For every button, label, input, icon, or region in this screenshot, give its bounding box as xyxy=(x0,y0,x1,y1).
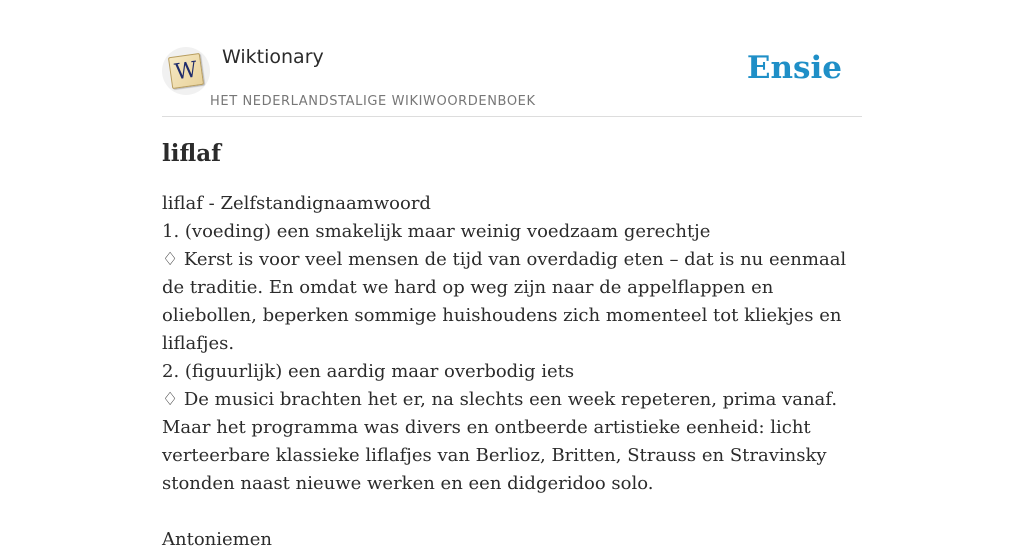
example-1: ♢ Kerst is voor veel mensen de tijd van overdadig eten – dat is nu eenmaal de traditie. En omdat we hard op weg zijn naar de appelflappen en oliebollen, beperken sommige huishoudens zich momenteel tot kliekjes en liflafjes. xyxy=(162,249,847,354)
logo-letter: W xyxy=(173,57,200,86)
example-2: ♢ De musici brachten het er, na slechts een week repeteren, prima vanaf. Maar het programma was divers en ontbeerde artistieke eenheid: licht verteerbare klassieke liflafjes van Berlioz, Britten, Strauss en Stravinsky stonden naast nieuwe werken en een didgeridoo solo. xyxy=(162,389,838,494)
entry-body xyxy=(162,190,862,554)
entry-content xyxy=(162,138,862,554)
ensie-brand-logo[interactable]: Ensie xyxy=(746,50,842,86)
site-name-link[interactable]: Wiktionary xyxy=(222,46,324,68)
section-heading-antoniemen: Antoniemen xyxy=(162,529,272,550)
definition-2: 2. (figuurlijk) een aardig maar overbodig iets xyxy=(162,361,575,382)
entry-heading: liflaf - Zelfstandignaamwoord xyxy=(162,193,431,214)
spacer xyxy=(162,498,862,526)
definition-1: 1. (voeding) een smakelijk maar weinig voedzaam gerechtje xyxy=(162,221,711,242)
page-title: liflaf xyxy=(162,140,221,167)
site-tagline: HET NEDERLANDSTALIGE WIKIWOORDENBOEK xyxy=(210,94,536,109)
site-header xyxy=(162,0,862,117)
logo-tile-icon xyxy=(168,53,204,89)
wiktionary-logo[interactable] xyxy=(162,47,210,95)
